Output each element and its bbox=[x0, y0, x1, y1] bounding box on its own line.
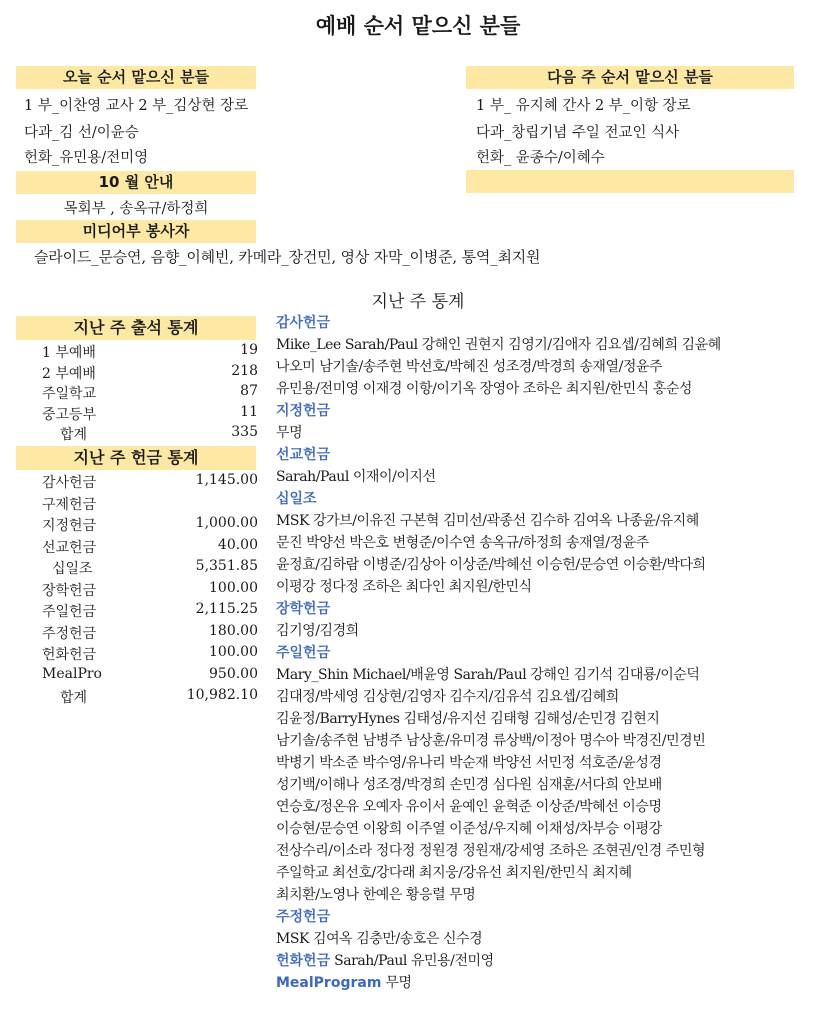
donor-line: 문진 박양선 박은호 변형준/이수연 송옥규/하정희 송재열/정윤주 bbox=[276, 535, 649, 551]
offering-row bbox=[16, 687, 258, 707]
donor-line: 전상수리/이소라 정다정 정원경 정원재/강세영 조하은 조현권/인경 주민형 bbox=[276, 843, 706, 859]
attendance-label: 2 부예배 bbox=[42, 365, 96, 382]
offering-value: 1,000.00 bbox=[195, 515, 258, 531]
donor-section-heading: 십일조 bbox=[276, 491, 317, 507]
donor-line: 최치환/노영나 한예은 황응렬 무명 bbox=[276, 887, 476, 903]
donor-section-heading: 주정헌금 bbox=[276, 909, 331, 925]
offering-value: 2,115.25 bbox=[195, 601, 258, 617]
next-week-blank-bar bbox=[466, 170, 794, 193]
offering-label: 합계 bbox=[60, 690, 88, 706]
offering-row bbox=[16, 558, 258, 578]
next-week-header: 다음 주 순서 맡으신 분들 bbox=[466, 66, 794, 89]
attendance-value: 218 bbox=[231, 362, 258, 379]
offering-row bbox=[16, 515, 258, 535]
offering-row bbox=[16, 537, 258, 557]
donor-inline-line bbox=[276, 972, 832, 994]
attendance-value: 335 bbox=[231, 424, 258, 440]
offering-value: 100.00 bbox=[209, 644, 258, 660]
attendance-row bbox=[16, 383, 258, 403]
donor-section-heading: 선교헌금 bbox=[276, 447, 331, 463]
offering-label: 감사헌금 bbox=[42, 475, 97, 491]
attendance-row bbox=[16, 342, 258, 362]
offering-label: 주일헌금 bbox=[42, 604, 97, 620]
attendance-value: 11 bbox=[240, 403, 258, 420]
offering-label: 주정헌금 bbox=[42, 625, 97, 642]
today-line-2: 다과_김 선/이윤승 bbox=[24, 125, 139, 141]
donor-line: 주일학교 최선호/강다래 최지웅/강유선 최지원/한민식 최지혜 bbox=[276, 865, 632, 881]
offering-label: 구제헌금 bbox=[42, 496, 97, 513]
attendance-header: 지난 주 출석 통계 bbox=[16, 316, 256, 340]
offering-row bbox=[16, 580, 258, 600]
offering-row bbox=[16, 644, 258, 664]
october-header: 10 월 안내 bbox=[16, 171, 256, 194]
october-text: 목회부 , 송옥규/하정희 bbox=[63, 201, 209, 217]
media-text: 슬라이드_문승연, 음향_이혜빈, 카메라_장건민, 영상 자막_이병준, 통역_최지원 bbox=[34, 248, 541, 266]
donor-line: Mike_Lee Sarah/Paul 강해인 권현지 김영기/김애자 김요셉/김혜희 김윤혜 bbox=[276, 337, 721, 353]
donor-section-heading: 헌화헌금 bbox=[276, 953, 331, 969]
next-week-line-2: 다과_창립기념 주일 전교인 식사 bbox=[476, 125, 680, 141]
donor-line: 이승현/문승연 이왕희 이주열 이준성/우지혜 이채성/차부승 이평강 bbox=[276, 821, 662, 837]
offering-value: 40.00 bbox=[217, 536, 258, 553]
donor-line: 김기영/김경희 bbox=[276, 623, 359, 639]
donor-names: 무명 bbox=[381, 975, 412, 991]
attendance-label: 주일학교 bbox=[42, 386, 97, 402]
donor-line: 연승호/정온유 오예자 유이서 윤예인 윤혁준 이상준/박혜선 이승명 bbox=[276, 799, 662, 815]
donor-line: 이평강 정다정 조하은 최다인 최지원/한민식 bbox=[276, 579, 532, 595]
today-line-3: 헌화_유민용/전미영 bbox=[24, 150, 149, 166]
donor-line: 무명 bbox=[276, 425, 303, 441]
offering-row bbox=[16, 494, 258, 514]
offering-label: 십일조 bbox=[52, 561, 93, 577]
offering-label: 헌화헌금 bbox=[42, 647, 97, 663]
page-title: 예배 순서 맡으신 분들 bbox=[315, 14, 521, 38]
donor-section-heading: 장학헌금 bbox=[276, 601, 331, 617]
attendance-label: 1 부예배 bbox=[42, 345, 96, 361]
donor-line: 김윤정/BarryHynes 김태성/유지선 김태형 김해성/손민경 김현지 bbox=[276, 711, 660, 727]
offering-row bbox=[16, 601, 258, 621]
stats-title: 지난 주 통계 bbox=[371, 292, 465, 312]
attendance-value: 19 bbox=[240, 342, 258, 358]
donor-inline-line bbox=[276, 950, 832, 972]
donor-line: 남기솔/송주현 남병주 남상훈/유미경 류상백/이정아 명수아 박경진/민경빈 bbox=[276, 733, 706, 749]
next-week-line-1: 1 부_ 유지혜 간사 2 부_이항 장로 bbox=[476, 98, 691, 114]
attendance-value: 87 bbox=[240, 383, 258, 399]
donor-line: 윤정효/김하람 이병준/김상아 이상준/박혜선 이승헌/문승연 이승환/박다희 bbox=[276, 557, 706, 573]
donor-line: Mary_Shin Michael/배윤영 Sarah/Paul 강해인 김기석 김대룡/이순덕 bbox=[276, 667, 700, 683]
donor-section-heading: 감사헌금 bbox=[276, 315, 331, 331]
offering-header: 지난 주 헌금 통계 bbox=[16, 446, 256, 470]
attendance-row bbox=[16, 363, 258, 383]
offering-value: 950.00 bbox=[209, 665, 258, 682]
today-header: 오늘 순서 맡으신 분들 bbox=[16, 66, 256, 89]
offering-label: 선교헌금 bbox=[42, 539, 97, 556]
attendance-label: 합계 bbox=[60, 427, 88, 443]
donor-section-heading: 지정헌금 bbox=[276, 403, 331, 419]
attendance-row bbox=[16, 424, 258, 444]
offering-row bbox=[16, 623, 258, 643]
donor-line: 유민용/전미영 이재경 이항/이기옥 장영아 조하은 최지원/한민식 홍순성 bbox=[276, 381, 692, 397]
offering-value: 100.00 bbox=[209, 579, 258, 596]
offering-row bbox=[16, 472, 258, 492]
offering-row bbox=[16, 666, 258, 686]
offering-label: MealPro bbox=[42, 665, 102, 682]
next-week-line-3: 헌화_ 윤종수/이혜수 bbox=[476, 150, 605, 166]
donor-line: MSK 강가브/이유진 구본혁 김미선/곽종선 김수하 김여옥 나종윤/유지혜 bbox=[276, 513, 699, 529]
donor-line: MSK 김여옥 김충만/송호은 신수경 bbox=[276, 931, 483, 947]
offering-label: 지정헌금 bbox=[42, 518, 97, 534]
donor-line: Sarah/Paul 이재이/이지선 bbox=[276, 469, 436, 485]
attendance-label: 중고등부 bbox=[42, 406, 97, 423]
offering-value: 5,351.85 bbox=[195, 558, 258, 574]
offering-value: 180.00 bbox=[209, 622, 258, 639]
attendance-row bbox=[16, 404, 258, 424]
donor-line: 나오미 남기솔/송주현 박선호/박혜진 성조경/박경희 송재열/정윤주 bbox=[276, 359, 663, 375]
donor-section-heading: 주일헌금 bbox=[276, 645, 331, 661]
today-line-1: 1 부_이찬영 교사 2 부_김상현 장로 bbox=[24, 98, 249, 114]
donor-line: 김대정/박세영 김상현/김영자 김수지/김유석 김요셉/김혜희 bbox=[276, 689, 619, 705]
donor-line: 박병기 박소준 박수영/유나리 박순재 박양선 서민정 석호준/윤성경 bbox=[276, 755, 662, 771]
donor-line: 성기백/이해나 성조경/박경희 손민경 심다원 심재훈/서다희 안보배 bbox=[276, 777, 662, 793]
donor-section-heading: MealProgram bbox=[276, 975, 382, 991]
media-header: 미디어부 봉사자 bbox=[16, 220, 256, 243]
donor-names: Sarah/Paul 유민용/전미영 bbox=[330, 953, 494, 969]
donor-list bbox=[276, 312, 832, 994]
offering-value: 1,145.00 bbox=[195, 472, 258, 488]
offering-label: 장학헌금 bbox=[42, 582, 97, 599]
offering-value: 10,982.10 bbox=[186, 687, 258, 703]
